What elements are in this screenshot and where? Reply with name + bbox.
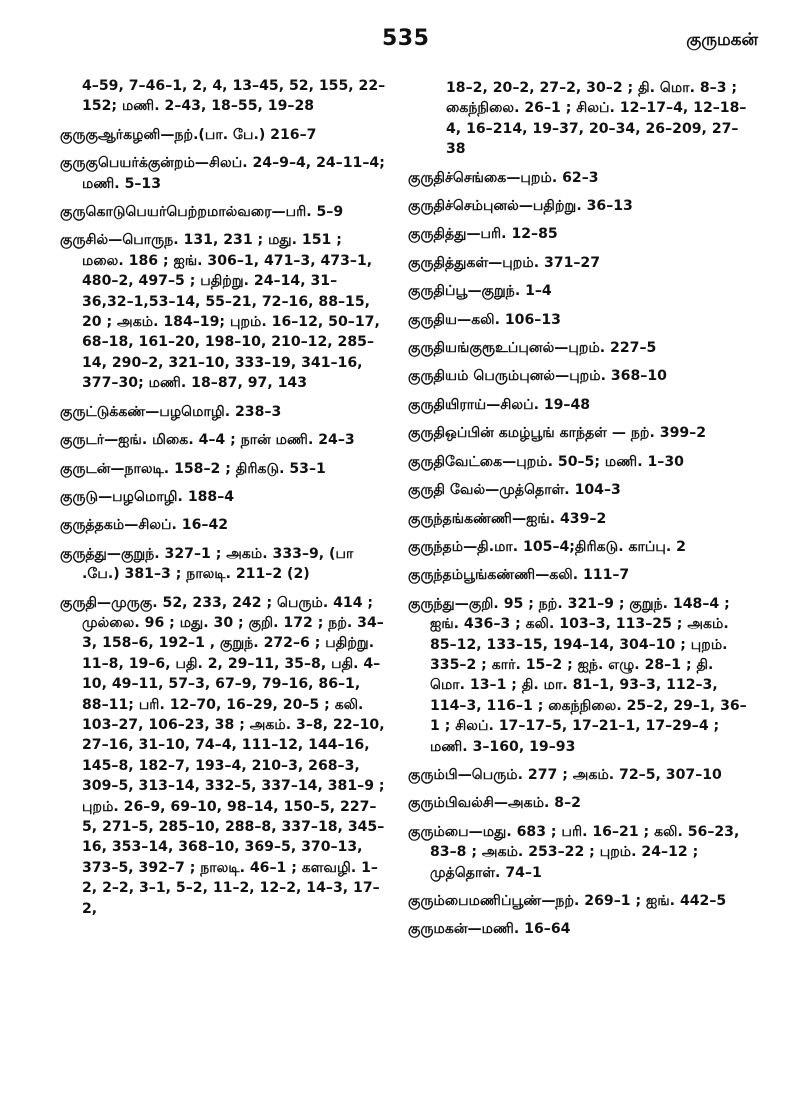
index-entry: குருந்து—குறி. 95 ; நற். 321–9 ; குறுந். 148–4 ; ஐங். 436–3 ; கலி. 103–3, 113–25 ; அகம். 85–12, 133–15, 194–14, 304–10 ; புறம். 335–2 ; கார். 15–2 ; ஐந். எழு. 28–1 ; தி. மொ. 13–1 ; தி. மா. 81–1, 93–3, 112–3, 114–3, 116–1 ; கைந்நிலை. 25–2, 29–1, 36–1 ; சிலப். 17–17–5, 17–21–1, 17–29–4 ; மணி. 3–160, 19–93 [408, 595, 747, 755]
index-entry: குருதித்துகள்—புறம். 371–27 [408, 254, 601, 271]
index-entry: குருதி—முருகு. 52, 233, 242 ; பெரும். 414 ; முல்லை. 96 ; மது. 30 ; குறி. 172 ; நற். 34–3, 158–6, 192–1 , குறுந். 272–6 ; பதிற்று. 11–8, 19–6, பதி. 2, 29–11, 35–8, பதி. 4–10, 49–11, 57–3, 67–9, 79–16, 86–1, 88–11; பரி. 12–70, 16–29, 20–5 ; கலி. 103–27, 106–23, 38 ; அகம். 3–8, 22–10, 27–16, 31–10, 74–4, 111–12, 144–16, 145–8, 182–7, 193–4, 210–3, 268–3, 309–5, 313–14, 332–5, 337–14, 381–9 ; புறம். 26–9, 69–10, 98–14, 150–5, 227–5, 271–5, 285–10, 288–8, 337–18, 345–16, 353–14, 368–10, 369–5, 370–13, 373–5, 392–7 ; நாலடி. 46–1 ; களவழி. 1–2, 2–2, 3–1, 5–2, 11–2, 12–2, 14–3, 17–2, [60, 594, 385, 917]
index-entry: குருகுஆர்கழனி—நற்.(பா. பே.) 216–7 [60, 126, 317, 143]
index-entry: குருடு—பழமொழி. 188–4 [60, 488, 235, 505]
index-entry: குருந்தம்பூங்கண்ணி—கலி. 111–7 [408, 567, 630, 584]
index-entry: குரும்பிவல்சி—அகம். 8–2 [408, 795, 581, 812]
index-entry: குருகுபெயர்க்குன்றம்—சிலப். 24–9–4, 24–11–4; மணி. 5–13 [60, 155, 385, 192]
index-entry: குரும்பி—பெரும். 277 ; அகம். 72–5, 307–10 [408, 766, 722, 783]
index-entry: குருடர்—ஐங். மிகை. 4–4 ; நான் மணி. 24–3 [60, 432, 355, 449]
index-entry: குருசில்—பொருந. 131, 231 ; மது. 151 ; மலை. 186 ; ஐங். 306–1, 471–3, 473–1, 480–2, 497–5 ; பதிற்று. 24–14, 31–36,32–1,53–14, 55–21, 72–16, 88–15, 20 ; அகம். 184–19; புறம். 16–12, 50–17, 68–18, 161–20, 198–10, 210–12, 285–14, 290–2, 321–10, 333–19, 341–16, 377–30; மணி. 18–87, 97, 143 [60, 232, 380, 392]
index-entry: 4–59, 7–46–1, 2, 4, 13–45, 52, 155, 22–152; மணி. 2–43, 18–55, 19–28 [82, 78, 386, 115]
left-column [60, 76, 386, 927]
index-entry: குருந்தம்—தி.மா. 105–4;திரிகடு. காப்பு. 2 [408, 538, 686, 555]
page-number: 535 [382, 26, 430, 51]
index-entry: குருதிச்செங்கை—புறம். 62–3 [408, 169, 599, 186]
index-entry: குருதி வேல்—முத்தொள். 104–3 [408, 482, 621, 499]
index-entry: குருதியங்குரூஉப்புனல்—புறம். 227–5 [408, 340, 657, 357]
index-entry: குருதிப்பூ—குறுந். 1–4 [408, 283, 552, 300]
index-entry: குரும்பை—மது. 683 ; பரி. 16–21 ; கலி. 56–23, 83–8 ; அகம். 253–22 ; புறம். 24–12 ; முத்தொள். 74–1 [408, 823, 740, 881]
index-entry: குருதிய—கலி. 106–13 [408, 311, 561, 328]
index-entry: குருதியிராய்—சிலப். 19–48 [408, 396, 591, 413]
index-entry: குருகொடுபெயர்பெற்றமால்வரை—பரி. 5–9 [60, 204, 344, 221]
running-head: குருமகன் [686, 30, 758, 50]
index-entry: குருதியம் பெரும்புனல்—புறம். 368–10 [408, 368, 667, 385]
index-entry: 18–2, 20–2, 27–2, 30–2 ; தி. மொ. 8–3 ; கைந்நிலை. 26–1 ; சிலப். 12–17–4, 12–18–4, 16–214, 19–37, 20–34, 26–209, 27–38 [446, 80, 747, 158]
index-entry: குருட்டுக்கண்—பழமொழி. 238–3 [60, 403, 282, 420]
index-entry: குருந்தங்கண்ணி—ஐங். 439–2 [408, 510, 607, 527]
index-entry: குருமகன்—மணி. 16–64 [408, 921, 571, 938]
index-entry: குருடன்—நாலடி. 158–2 ; திரிகடு. 53–1 [60, 460, 326, 477]
index-entry: குருதிச்செம்புனல்—பதிற்று. 36–13 [408, 198, 633, 215]
right-column [408, 78, 748, 948]
index-entry: குருத்து—குறுந். 327–1 ; அகம். 333–9, (பா .பே.) 381–3 ; நாலடி. 211–2 (2) [60, 545, 354, 583]
index-entry: குரும்பைமணிப்பூண்—நற். 269–1 ; ஐங். 442–5 [408, 893, 727, 909]
index-entry: குருதிஒப்பின் கமழ்பூங் காந்தள் — நற். 399–2 [408, 425, 707, 442]
index-entry: குருத்தகம்—சிலப். 16–42 [60, 517, 229, 534]
index-entry: குருதித்து—பரி. 12–85 [408, 226, 558, 243]
index-entry: குருதிவேட்கை—புறம். 50–5; மணி. 1–30 [408, 453, 684, 470]
